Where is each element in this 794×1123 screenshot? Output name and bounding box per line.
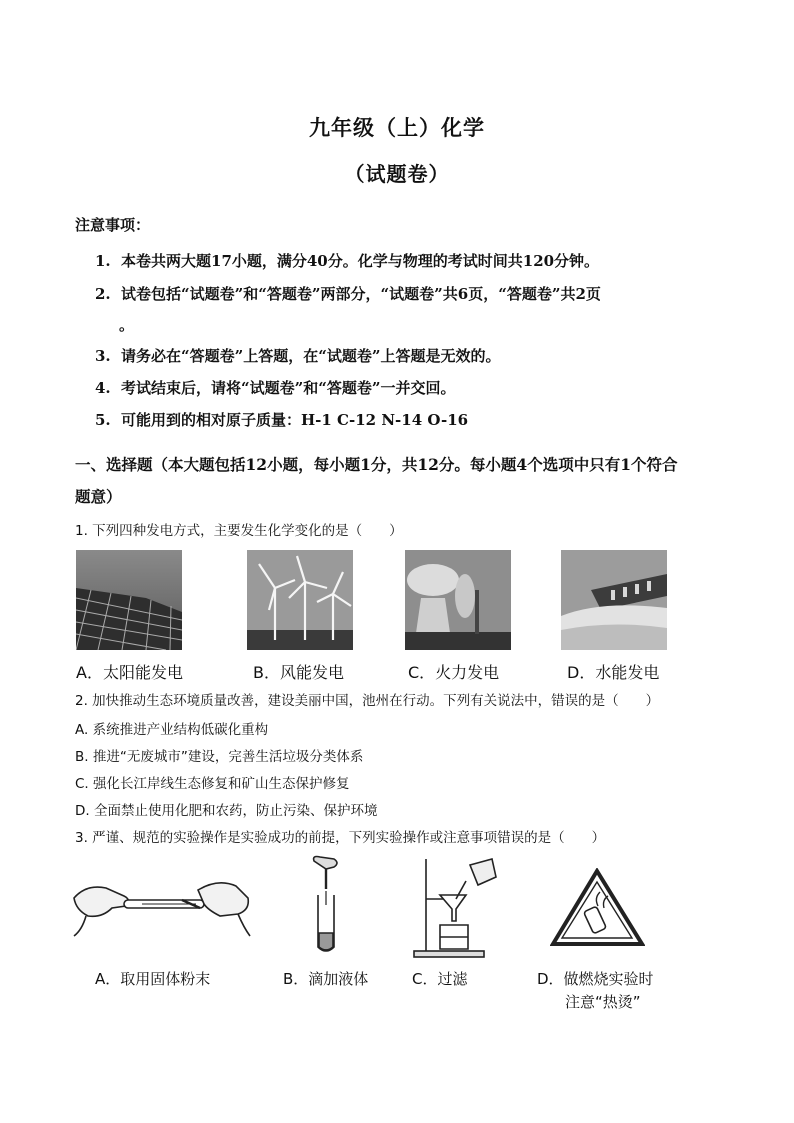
- page-title: 九年级（上）化学: [309, 115, 485, 140]
- notice-continuation: 。: [119, 316, 135, 334]
- notice-heading: 注意事项：: [75, 216, 151, 234]
- hot-warning-sign: [550, 868, 645, 948]
- question-2-stem: 2. 加快推动生态环境质量改善，建设美丽中国，池州在行动。下列有关说法中，错误的是（ ）: [75, 693, 660, 709]
- page-subtitle: （试题卷）: [344, 162, 450, 186]
- notice-text: 试卷包括“试题卷”和“答题卷”两部分，“试题卷”共6页，“答题卷”共2页: [121, 285, 601, 303]
- notice-number: 3.: [95, 347, 111, 365]
- notice-item: [95, 377, 456, 398]
- option-d-caption: D．水能发电: [567, 663, 660, 682]
- notice-number: 4.: [95, 379, 111, 397]
- wind-turbine-photo: [247, 550, 353, 650]
- powder-transfer-drawing: [72, 870, 252, 940]
- hydro-dam-photo: [561, 550, 667, 650]
- notice-text: 请务必在“答题卷”上答题，在“试题卷”上答题是无效的。: [121, 347, 501, 365]
- q3-option-d-caption: D．做燃烧实验时: [537, 970, 654, 988]
- section-heading-cont: 题意）: [75, 487, 122, 506]
- filtration-drawing: [410, 855, 500, 960]
- notice-item: [95, 250, 599, 271]
- question-3-stem: 3. 严谨、规范的实验操作是实验成功的前提，下列实验操作或注意事项错误的是（ ）: [75, 830, 606, 846]
- notice-item: [95, 283, 601, 304]
- question-2-option-c: C. 强化长江岸线生态修复和矿山生态保护修复: [75, 776, 350, 792]
- notice-number: 2.: [95, 285, 111, 303]
- option-b-caption: B．风能发电: [253, 663, 344, 682]
- notice-text: 考试结束后，请将“试题卷”和“答题卷”一并交回。: [121, 379, 456, 397]
- q3-option-c-caption: C．过滤: [412, 970, 468, 988]
- question-2-option-b: B. 推进“无废城市”建设，完善生活垃圾分类体系: [75, 749, 364, 765]
- notice-number: 5.: [95, 411, 111, 429]
- notice-item: [95, 409, 468, 430]
- notice-number: 1.: [95, 252, 111, 270]
- dropper-drawing: [308, 855, 348, 957]
- option-c-caption: C．火力发电: [408, 663, 500, 682]
- section-heading: 一、选择题（本大题包括12小题，每小题1分，共12分。每小题4个选项中只有1个符合: [75, 455, 678, 474]
- question-2-option-a: A. 系统推进产业结构低碳化重构: [75, 722, 269, 738]
- question-1-stem: 1. 下列四种发电方式，主要发生化学变化的是（ ）: [75, 523, 403, 539]
- notice-text: 可能用到的相对原子质量：H-1 C-12 N-14 O-16: [121, 411, 469, 429]
- option-a-caption: A．太阳能发电: [76, 663, 183, 682]
- notice-text: 本卷共两大题17小题，满分40分。化学与物理的考试时间共120分钟。: [121, 252, 600, 270]
- q3-option-d-caption-line2: 注意“热烫”: [565, 993, 641, 1011]
- question-2-option-d: D. 全面禁止使用化肥和农药，防止污染、保护环境: [75, 803, 378, 819]
- q3-option-a-caption: A．取用固体粉末: [95, 970, 211, 988]
- solar-panel-photo: [76, 550, 182, 650]
- notice-item: [95, 345, 501, 366]
- thermal-power-plant-photo: [405, 550, 511, 650]
- q3-option-b-caption: B．滴加液体: [283, 970, 369, 988]
